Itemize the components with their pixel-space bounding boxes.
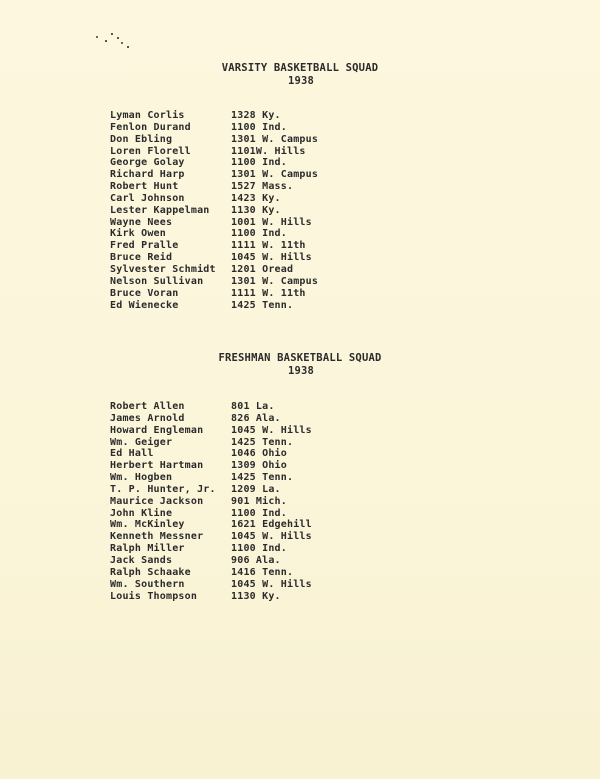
player-address: 1309 Ohio (231, 460, 287, 472)
player-address: 1130 Ky. (231, 204, 281, 216)
player-address: 1328 Ky. (231, 110, 281, 121)
player-address: 1100 Ind. (231, 543, 287, 555)
player-name: Louis Thompson (110, 590, 198, 602)
player-address: 901 Mich. (231, 495, 287, 507)
player-address: 801 La. (231, 401, 275, 412)
player-address: 1046 Ohio (231, 448, 287, 460)
roster-row (110, 496, 351, 508)
varsity-title: VARSITY BASKETBALL SQUAD (221, 62, 379, 74)
player-name: Maurice Jackson (110, 495, 204, 507)
player-name: T. P. Hunter, Jr. (110, 483, 216, 495)
roster-row (110, 157, 351, 169)
player-name: Bruce Voran (110, 287, 179, 299)
player-name: Wm. Hogben (110, 472, 173, 484)
roster-row (110, 555, 351, 567)
player-name: Ed Wienecke (110, 299, 179, 311)
player-address: 1425 Tenn. (231, 299, 294, 311)
roster-row (110, 579, 351, 591)
player-name: Jack Sands (110, 554, 173, 566)
player-name: Loren Florell (110, 145, 191, 157)
player-name: Howard Engleman (110, 424, 204, 436)
player-name: John Kline (110, 507, 173, 519)
roster-row (110, 508, 351, 520)
player-name: Ed Hall (110, 448, 154, 460)
roster-row (110, 448, 351, 460)
player-address: 1301 W. Campus (231, 169, 319, 181)
player-name: Kirk Owen (110, 228, 166, 240)
freshman-heading (0, 352, 600, 378)
player-name: Wm. McKinley (110, 519, 185, 531)
player-name: Wm. Geiger (110, 436, 173, 448)
roster-row (110, 591, 351, 603)
roster-row (110, 240, 351, 252)
freshman-year: 1938 (287, 365, 315, 377)
roster-row (110, 264, 351, 276)
player-address: 906 Ala. (231, 554, 281, 566)
freshman-roster (110, 401, 351, 602)
player-address: 1527 Mass. (231, 181, 294, 193)
roster-row (110, 181, 351, 193)
roster-row (110, 413, 351, 425)
player-name: Robert Allen (110, 401, 185, 412)
roster-row (110, 169, 351, 181)
player-name: Robert Hunt (110, 181, 179, 193)
player-name: Herbert Hartman (110, 460, 204, 472)
roster-row (110, 543, 351, 555)
player-address: 1209 La. (231, 483, 281, 495)
roster-row (110, 425, 351, 437)
ink-speck (96, 36, 98, 38)
player-name: Sylvester Schmidt (110, 263, 216, 275)
roster-row (110, 193, 351, 205)
roster-row (110, 252, 351, 264)
player-address: 1101W. Hills (231, 145, 306, 157)
player-address: 1045 W. Hills (231, 531, 312, 543)
player-address: 1111 W. 11th (231, 287, 306, 299)
player-address: 1425 Tenn. (231, 472, 294, 484)
player-name: Bruce Reid (110, 252, 173, 264)
player-name: Don Ebling (110, 133, 173, 145)
player-name: Wm. Southern (110, 578, 185, 590)
player-name: Kenneth Messner (110, 531, 204, 543)
player-name: Ralph Miller (110, 543, 185, 555)
roster-row (110, 288, 351, 300)
player-address: 1045 W. Hills (231, 578, 312, 590)
player-name: Carl Johnson (110, 192, 185, 204)
player-name: Richard Harp (110, 169, 185, 181)
player-address: 1301 W. Campus (231, 275, 319, 287)
player-address: 1045 W. Hills (231, 252, 312, 264)
roster-row (110, 519, 351, 531)
roster-row (110, 472, 351, 484)
player-address: 1130 Ky. (231, 590, 281, 602)
player-address: 1001 W. Hills (231, 216, 312, 228)
roster-row (110, 217, 351, 229)
player-address: 1416 Tenn. (231, 566, 294, 578)
player-address: 826 Ala. (231, 412, 281, 424)
roster-row (110, 300, 351, 312)
roster-row (110, 460, 351, 472)
ink-speck (117, 37, 119, 39)
varsity-heading (0, 62, 600, 88)
varsity-roster (110, 110, 351, 311)
roster-row (110, 134, 351, 146)
varsity-year: 1938 (287, 75, 315, 87)
roster-row (110, 437, 351, 449)
ink-speck (105, 40, 107, 42)
player-name: George Golay (110, 157, 185, 169)
roster-row (110, 484, 351, 496)
player-address: 1111 W. 11th (231, 240, 306, 252)
roster-row (110, 276, 351, 288)
player-name: Ralph Schaake (110, 566, 191, 578)
player-address: 1301 W. Campus (231, 133, 319, 145)
player-address: 1621 Edgehill (231, 519, 312, 531)
roster-row (110, 205, 351, 217)
player-address: 1045 W. Hills (231, 424, 312, 436)
player-name: Wayne Nees (110, 216, 173, 228)
player-address: 1100 Ind. (231, 157, 287, 169)
roster-row (110, 122, 351, 134)
roster-row (110, 110, 351, 122)
freshman-title: FRESHMAN BASKETBALL SQUAD (218, 352, 382, 364)
player-address: 1100 Ind. (231, 121, 287, 133)
player-address: 1425 Tenn. (231, 436, 294, 448)
player-address: 1201 Oread (231, 263, 294, 275)
player-name: Fred Pralle (110, 240, 179, 252)
player-name: Nelson Sullivan (110, 275, 204, 287)
ink-speck (127, 46, 129, 48)
player-name: Lyman Corlis (110, 110, 185, 121)
roster-row (110, 401, 351, 413)
player-address: 1100 Ind. (231, 507, 287, 519)
player-address: 1100 Ind. (231, 228, 287, 240)
ink-speck (111, 33, 113, 35)
player-name: James Arnold (110, 412, 185, 424)
roster-row (110, 567, 351, 579)
player-address: 1423 Ky. (231, 192, 281, 204)
roster-row (110, 228, 351, 240)
player-name: Fenlon Durand (110, 121, 191, 133)
ink-speck (121, 42, 123, 44)
roster-row (110, 146, 351, 158)
player-name: Lester Kappelman (110, 204, 210, 216)
roster-row (110, 531, 351, 543)
